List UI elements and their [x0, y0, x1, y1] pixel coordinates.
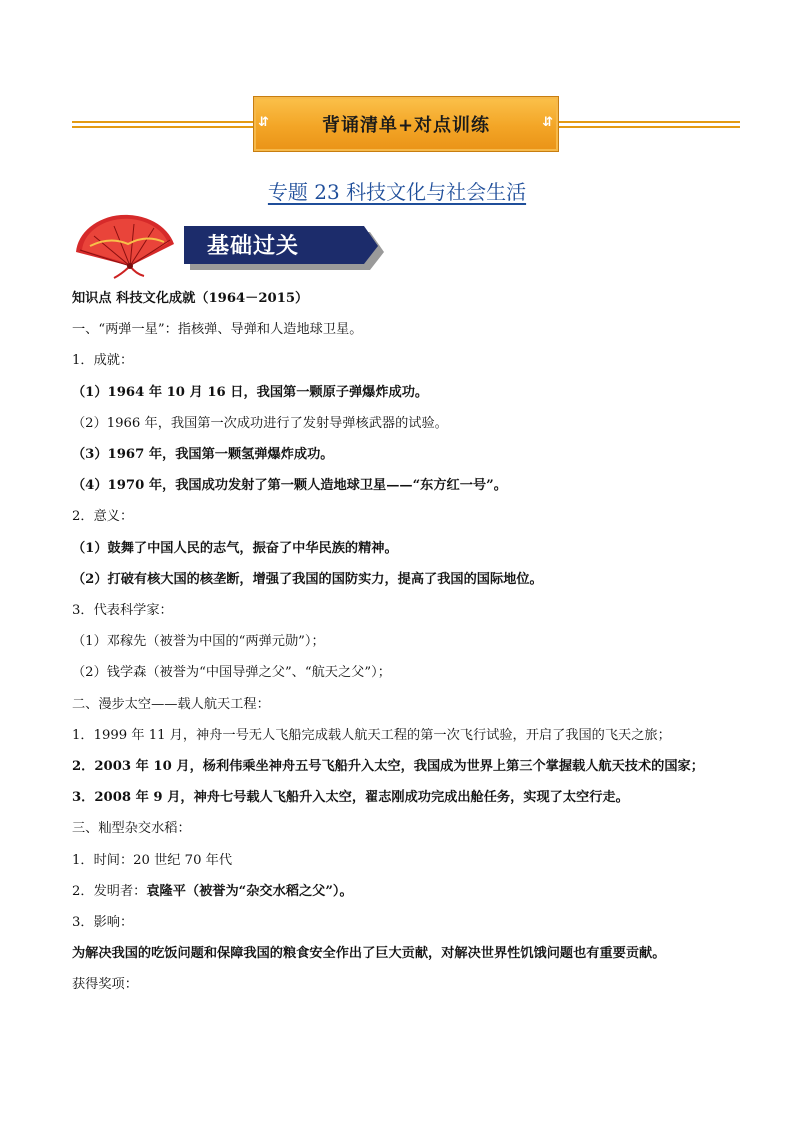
- content-line: （1）1964 年 10 月 16 日，我国第一颗原子弹爆炸成功。: [72, 384, 429, 400]
- content-line: 为解决我国的吃饭问题和保障我国的粮食安全作出了巨大贡献，对解决世界性饥饿问题也有重要贡献。: [72, 946, 666, 962]
- content-line: 2．2003 年 10 月，杨利伟乘坐神舟五号飞船升入太空，我国成为世界上第三个掌握载人航天技术的国家；: [72, 759, 704, 775]
- page-title: 专题 23 科技文化与社会生活: [267, 180, 527, 204]
- content-line: （1）鼓舞了中国人民的志气，振奋了中华民族的精神。: [72, 540, 398, 556]
- header-banner: [253, 96, 559, 152]
- knowledge-content: [72, 283, 732, 1001]
- content-line: 1．时间：20 世纪 70 年代: [72, 852, 233, 868]
- banner-left-arrow-icon: ⇵: [258, 115, 270, 130]
- content-line: （2）1966 年，我国第一次成功进行了发射导弹核武器的试验。: [72, 415, 448, 431]
- content-line: 3．代表科学家：: [72, 603, 173, 619]
- content-line: 2．意义：: [72, 509, 134, 525]
- content-line: 3．影响：: [72, 915, 134, 931]
- content-line: 3．2008 年 9 月，神舟七号载人飞船升入太空，翟志刚成功完成出舱任务，实现了太空行走。: [72, 790, 629, 806]
- content-line: 知识点 科技文化成就（1964－2015）: [72, 291, 309, 306]
- content-line: 二、漫步太空——载人航天工程：: [72, 696, 270, 712]
- banner-right-arrow-icon: ⇵: [542, 115, 554, 130]
- content-line: （2）打破有核大国的核垄断，增强了我国的国防实力，提高了我国的国际地位。: [72, 571, 543, 587]
- content-line: 1．1999 年 11 月，神舟一号无人飞船完成载人航天工程的第一次飞行试验，开启了我国的飞天之旅；: [72, 727, 671, 743]
- fan-icon: [70, 214, 180, 280]
- banner-label: 背诵清单+对点训练: [321, 115, 491, 136]
- section-label: 基础过关: [207, 234, 300, 259]
- content-line: （4）1970 年，我国成功发射了第一颗人造地球卫星——“东方红一号”。: [72, 478, 507, 494]
- content-line: 2．发明者：袁隆平（被誉为“杂交水稻之父”）。: [72, 883, 353, 899]
- content-line: 获得奖项：: [72, 977, 138, 993]
- content-line: （1）邓稼先（被誉为中国的“两弹元勋”）；: [72, 634, 325, 650]
- content-line: 一、“两弹一星”：指核弹、导弹和人造地球卫星。: [72, 322, 363, 338]
- content-line: （2）钱学森（被誉为“中国导弹之父”、“航天之父”）；: [72, 665, 391, 681]
- content-line: 三、籼型杂交水稻：: [72, 821, 191, 837]
- content-line: （3）1967 年，我国第一颗氢弹爆炸成功。: [72, 447, 334, 463]
- content-line: 1．成就：: [72, 353, 134, 369]
